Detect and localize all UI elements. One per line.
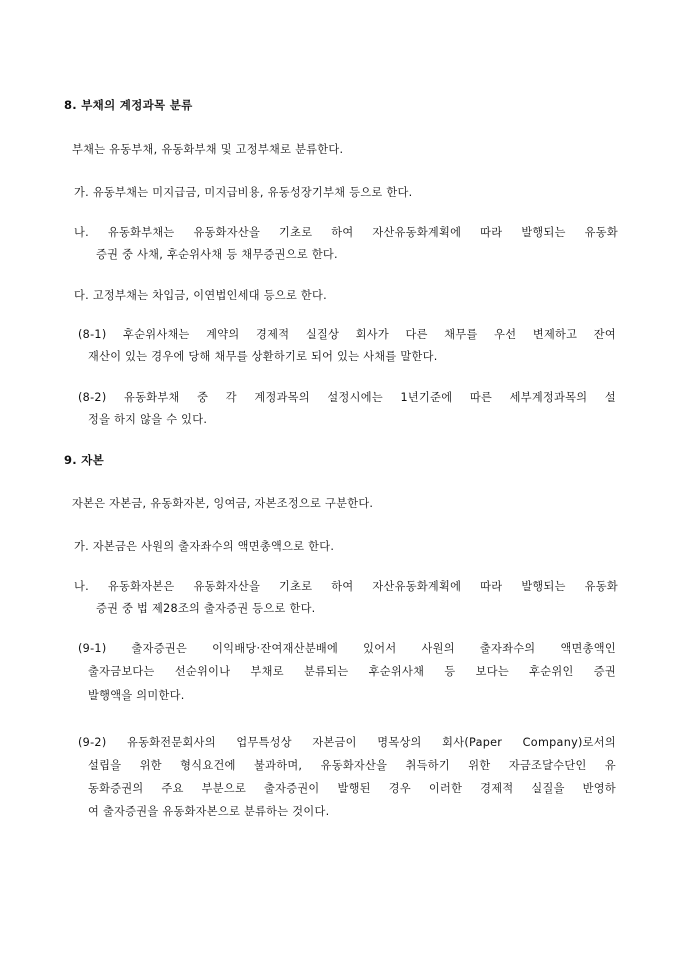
section-8-item-ga: 가. 유동부채는 미지급금, 미지급비용, 유동성장기부채 등으로 한다. [74, 186, 413, 199]
section-9-intro: 자본은 자본금, 유동화자본, 잉여금, 자본조정으로 구분한다. [72, 497, 374, 510]
note-9-1-line1: (9-1) 출자증권은 이익배당·잔여재산분배에 있어서 사원의 출자좌수의 액면총액인 [78, 642, 616, 655]
section-9-item-na-line1: 나. 유동화자본은 유동화자산을 기초로 하여 자산유동화계획에 따라 발행되는 유동화 [74, 580, 618, 593]
note-9-2-line2: 설립을 위한 형식요건에 불과하며, 유동화자산을 취득하기 위한 자금조달수단인 유 [88, 759, 616, 772]
note-9-2-line3: 동화증권의 주요 부분으로 출자증권이 발행된 경우 이러한 경제적 실질을 반영하 [88, 782, 616, 795]
section-9-item-ga: 가. 자본금은 사원의 출자좌수의 액면총액으로 한다. [74, 540, 335, 553]
section-9-item-na-line2: 증권 중 법 제28조의 출자증권 등으로 한다. [96, 602, 316, 615]
note-8-2-line1: (8-2) 유동화부채 중 각 계정과목의 설정시에는 1년기준에 따른 세부계정과목의 설 [78, 391, 616, 404]
note-9-1-line3: 발행액을 의미한다. [88, 689, 185, 702]
note-9-1-line2: 출자금보다는 선순위이나 부채로 분류되는 후순위사채 등 보다는 후순위인 증권 [88, 665, 616, 678]
section-8-item-da: 다. 고정부채는 차입금, 이연법인세대 등으로 한다. [74, 289, 327, 302]
section-8-heading: 8. 부채의 계정과목 분류 [64, 98, 193, 112]
section-8-item-na-line1: 나. 유동화부채는 유동화자산을 기초로 하여 자산유동화계획에 따라 발행되는 유동화 [74, 226, 618, 239]
note-9-2-line1: (9-2) 유동화전문회사의 업무특성상 자본금이 명목상의 회사(Paper Company)로서의 [78, 736, 616, 749]
section-8-item-na-line2: 증권 중 사채, 후순위사채 등 채무증권으로 한다. [96, 248, 338, 261]
note-8-1-line1: (8-1) 후순위사채는 계약의 경제적 실질상 회사가 다른 채무를 우선 변제하고 잔여 [78, 328, 616, 341]
note-8-2-line2: 정을 하지 않을 수 있다. [88, 413, 208, 426]
section-9-heading: 9. 자본 [64, 453, 105, 467]
note-9-2-line4: 여 출자증권을 유동화자본으로 분류하는 것이다. [88, 805, 330, 818]
section-8-intro: 부채는 유동부채, 유동화부채 및 고정부채로 분류한다. [72, 143, 344, 156]
note-8-1-line2: 재산이 있는 경우에 당해 채무를 상환하기로 되어 있는 사채를 말한다. [88, 350, 438, 363]
